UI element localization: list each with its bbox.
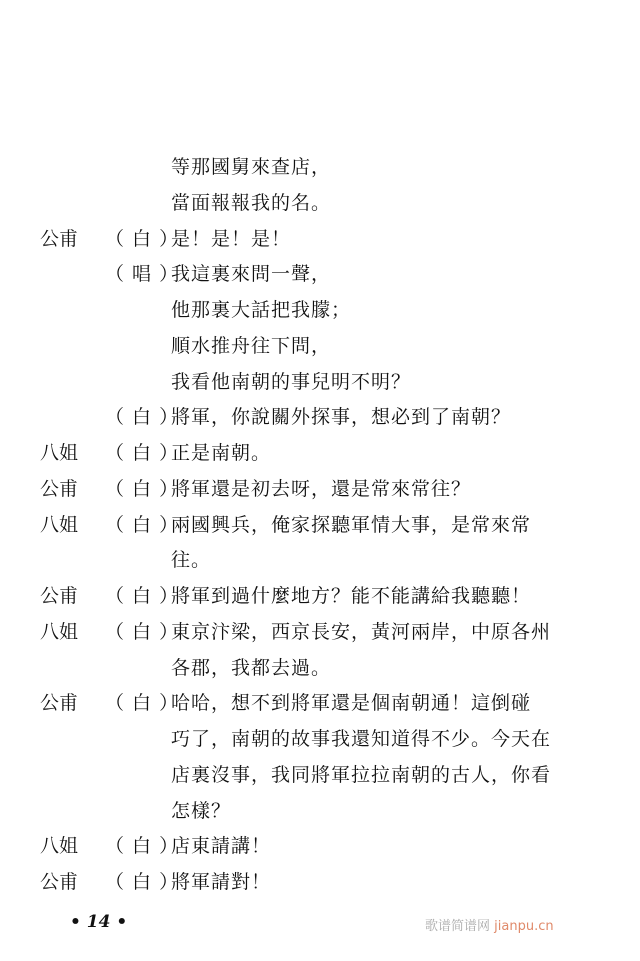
stage-direction: （ 白 ） <box>105 620 180 643</box>
watermark-site: 歌谱简谱网 <box>425 919 491 934</box>
speaker-name: 公甫 <box>40 585 79 607</box>
script-line <box>40 257 620 293</box>
script-line <box>40 615 620 651</box>
script-line <box>40 186 620 222</box>
script-line <box>40 686 620 722</box>
dialogue-text: 怎樣？ <box>171 799 232 822</box>
stage-direction: （ 白 ） <box>105 477 180 500</box>
script-line <box>40 829 620 865</box>
script-line <box>40 794 620 830</box>
dialogue-text: 等那國舅來查店， <box>171 156 332 178</box>
dialogue-text: 兩國興兵，俺家探聽軍情大事，是常來常 <box>171 513 532 536</box>
dialogue-text: 哈哈，想不到將軍還是個南朝通！這倒碰 <box>171 692 532 715</box>
script-line <box>40 150 620 186</box>
stage-direction: （ 白 ） <box>105 227 180 250</box>
script-line <box>40 722 620 758</box>
script-line <box>40 579 620 615</box>
dialogue-text: 店東請講！ <box>171 835 272 858</box>
speaker-name <box>40 400 105 436</box>
stage-direction: （ 白 ） <box>105 871 180 893</box>
dialogue-text: 當面報報我的名。 <box>171 191 332 214</box>
script-line <box>40 222 620 258</box>
script-line <box>40 758 620 794</box>
dialogue-text: 巧了，南朝的故事我還知道得不少。今天在 <box>171 728 552 750</box>
script-line <box>40 543 620 579</box>
speaker-name: 公甫 <box>40 871 79 893</box>
dialogue-text: 各郡，我都去過。 <box>171 656 332 679</box>
dialogue-text: 東京汴梁，西京長安，黃河兩岸，中原各州 <box>171 620 552 643</box>
speaker-name: 公甫 <box>40 692 79 715</box>
script-line <box>40 293 620 329</box>
speaker-name: 八姐 <box>40 835 79 858</box>
speaker-name: 公甫 <box>40 227 79 250</box>
stage-direction: （ 唱 ） <box>105 263 180 286</box>
page-number: • 14 • <box>70 912 128 932</box>
dialogue-text: 正是南朝。 <box>171 442 272 464</box>
dialogue-text: 他那裏大話把我朦； <box>171 299 352 321</box>
stage-direction: （ 白 ） <box>105 513 180 536</box>
speaker-name: 八姐 <box>40 620 79 643</box>
dialogue-text: 是！是！是！ <box>171 227 292 250</box>
watermark-url: jianpu.cn <box>494 919 554 934</box>
speaker-name <box>40 257 105 293</box>
speaker-name: 八姐 <box>40 442 79 464</box>
dialogue-text: 將軍，你說關外探事，想必到了南朝？ <box>171 406 512 429</box>
script-line <box>40 400 620 436</box>
script-line <box>40 865 620 901</box>
dialogue-text: 順水推舟往下問， <box>171 334 332 357</box>
speaker-name: 公甫 <box>40 477 79 500</box>
script-line <box>40 508 620 544</box>
dialogue-text: 將軍還是初去呀，還是常來常往？ <box>171 477 472 500</box>
dialogue-text: 將軍請對！ <box>171 871 272 893</box>
dialogue-text: 將軍到過什麼地方？能不能講給我聽聽！ <box>171 585 532 607</box>
dialogue-text: 我這裏來問一聲， <box>171 263 332 286</box>
watermark <box>425 915 554 934</box>
script-line <box>40 329 620 365</box>
script-line <box>40 436 620 472</box>
dialogue-text: 我看他南朝的事兒明不明？ <box>171 370 412 393</box>
script-line <box>40 472 620 508</box>
script-line <box>40 651 620 687</box>
speaker-name: 八姐 <box>40 513 79 536</box>
stage-direction: （ 白 ） <box>105 835 180 858</box>
dialogue-text: 店裏沒事，我同將軍拉拉南朝的古人，你看 <box>171 763 552 786</box>
script-line <box>40 365 620 401</box>
stage-direction: （ 白 ） <box>105 585 180 607</box>
script-body <box>40 150 620 901</box>
stage-direction: （ 白 ） <box>105 406 180 429</box>
dialogue-text: 往。 <box>171 549 212 572</box>
stage-direction: （ 白 ） <box>105 442 180 464</box>
stage-direction: （ 白 ） <box>105 692 180 715</box>
